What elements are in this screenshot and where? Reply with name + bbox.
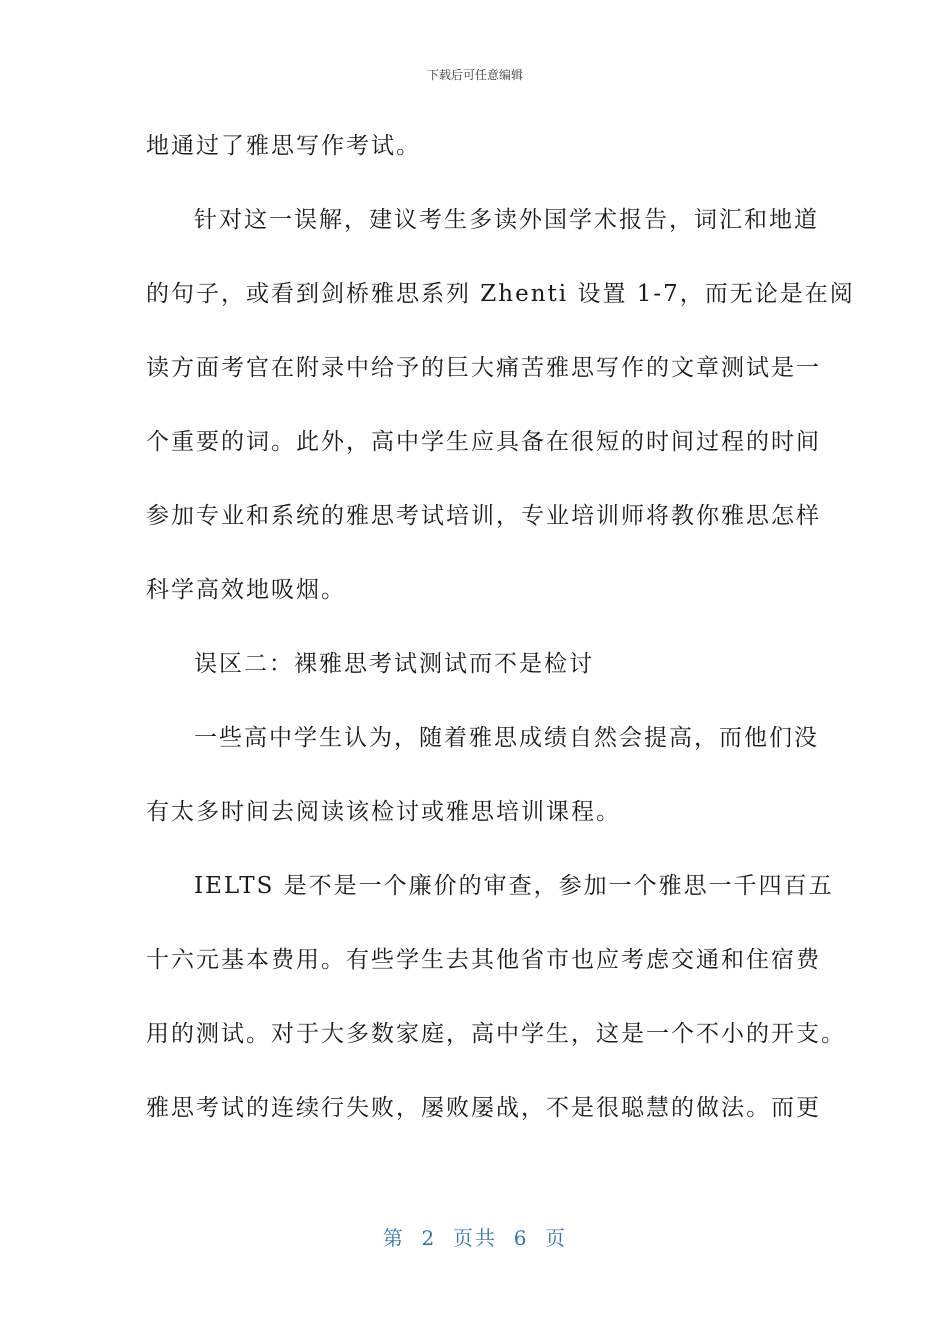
footer-middle: 页共 (453, 1226, 497, 1250)
section-heading: 误区二：裸雅思考试测试而不是检讨 (194, 651, 594, 677)
text-line-5: 个重要的词。此外，高中学生应具备在很短的时间过程的时间 (146, 429, 821, 455)
text-line-12: 十六元基本费用。有些学生去其他省市也应考虑交通和住宿费 (146, 947, 821, 973)
document-body (146, 122, 855, 1158)
text-line-10: 有太多时间去阅读该检讨或雅思培训课程。 (146, 799, 621, 825)
footer-suffix: 页 (545, 1226, 568, 1250)
current-page-number: 2 (421, 1226, 437, 1250)
text-line-9: 一些高中学生认为，随着雅思成绩自然会提高，而他们没 (194, 725, 819, 751)
text-line-7: 科学高效地吸烟。 (146, 577, 346, 603)
text-line-11: IELTS 是不是一个廉价的审查，参加一个雅思一千四百五 (194, 873, 834, 899)
footer-prefix: 第 (382, 1226, 405, 1250)
text-line-4: 读方面考官在附录中给予的巨大痛苦雅思写作的文章测试是一 (146, 355, 821, 381)
text-line-3: 的句子，或看到剑桥雅思系列 Zhenti 设置 1-7，而无论是在阅 (146, 281, 855, 307)
text-line-13: 用的测试。对于大多数家庭，高中学生，这是一个不小的开支。 (146, 1021, 846, 1047)
text-line-6: 参加专业和系统的雅思考试培训，专业培训师将教你雅思怎样 (146, 503, 821, 529)
page-footer (0, 1222, 950, 1251)
text-line-2: 针对这一误解，建议考生多读外国学术报告，词汇和地道 (194, 207, 819, 233)
text-line-14: 雅思考试的连续行失败，屡败屡战，不是很聪慧的做法。而更 (146, 1095, 821, 1121)
text-line-1: 地通过了雅思写作考试。 (146, 133, 421, 159)
total-page-number: 6 (513, 1226, 529, 1250)
header-text: 下载后可任意编辑 (426, 68, 523, 82)
page-header (0, 66, 950, 83)
